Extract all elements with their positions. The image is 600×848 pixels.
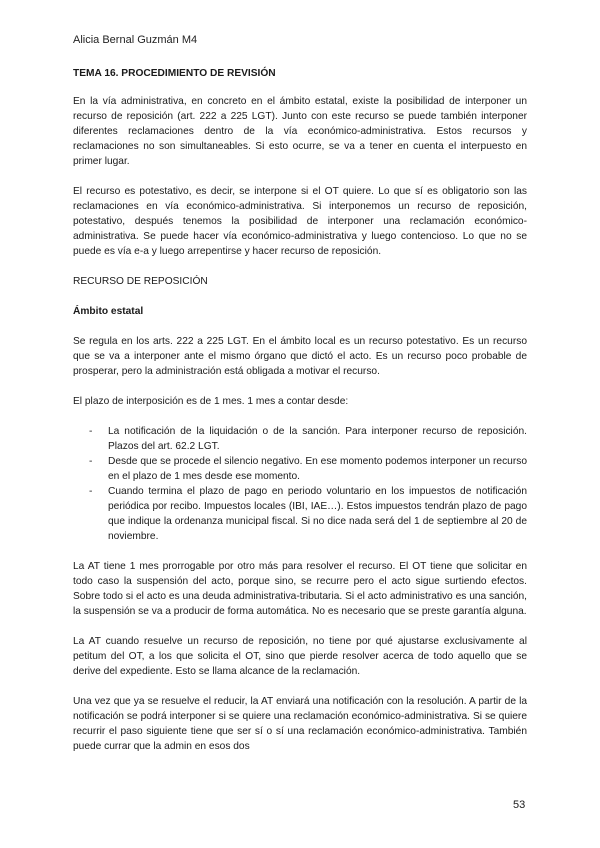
paragraph-2: El recurso es potestativo, es decir, se interpone si el OT quiere. Lo que sí es obligatorio son las reclamaciones en vía económico-administrativa. Si interponemos un recurso de reposición, potestativo, después tenemos la posibilidad de interponer una reclamación económico-administrativa. Se puede hacer vía económico-administrativa y luego contencioso. Lo que no se puede es vía e-a y luego arrepentirse y hacer recurso de reposición.	[73, 186, 527, 257]
page-content	[73, 66, 527, 769]
paragraph-3: Se regula en los arts. 222 a 225 LGT. En el ámbito local es un recurso potestativo. Es un recurso que se va a interponer ante el mismo órgano que dictó el acto. Es un recurso poco probable de prosperar, pero la administración está obligada a motivar el recurso.	[73, 336, 527, 377]
paragraph-5: La AT tiene 1 mes prorrogable por otro más para resolver el recurso. El OT tiene que solicitar en todo caso la suspensión del acto, porque sino, se recurre pero el acto sigue surtiendo efectos. Sobre todo si el acto es una deuda administrativa-tributaria. Si el acto administrativo es una sanción, la suspensión se va a producir de forma automática. No es necesario que se preste garantía alguna.	[73, 561, 527, 617]
page-header-author: Alicia Bernal Guzmán M4	[73, 34, 198, 46]
list-item: - Desde que se procede el silencio negativo. En ese momento podemos interponer un recurso en el plazo de 1 mes desde ese momento.	[108, 454, 527, 484]
section-heading: RECURSO DE REPOSICIÓN	[73, 276, 208, 287]
paragraph-7: Una vez que ya se resuelve el reducir, la AT enviará una notificación con la resolución. A partir de la notificación se podrá interponer si se quiere una reclamación económico-administrativa. Si se quiere recurrir el paso siguiente tiene que ser sí o sí una reclamación económico-administrativa. También puede currar que la admin en esos dos	[73, 696, 527, 752]
dash-list	[73, 424, 527, 544]
list-item: - La notificación de la liquidación o de la sanción. Para interponer recurso de reposición. Plazos del art. 62.2 LGT.	[108, 424, 527, 454]
page-number: 53	[513, 799, 526, 811]
paragraph-4: El plazo de interposición es de 1 mes. 1 mes a contar desde:	[73, 396, 349, 407]
subheading: Ámbito estatal	[73, 306, 144, 317]
list-item: - Cuando termina el plazo de pago en periodo voluntario en los impuestos de notificación periódica por recibo. Impuestos locales (IBI, IAE…). Estos impuestos tendrán plazo de pago que indique la ordenanza municipal fiscal. Si no dice nada será del 1 de septiembre al 20 de noviembre.	[108, 484, 527, 544]
paragraph-1: En la vía administrativa, en concreto en el ámbito estatal, existe la posibilidad de interponer un recurso de reposición (art. 222 a 225 LGT). Junto con este recurso se puede también interponer diferentes reclamaciones dentro de la vía económico-administrativa. Estos recursos y reclamaciones no son simultaneables. Si esto ocurre, se va a tener en cuenta el interpuesto en primer lugar.	[73, 96, 527, 167]
page-title: TEMA 16. PROCEDIMIENTO DE REVISIÓN	[73, 68, 276, 79]
paragraph-6: La AT cuando resuelve un recurso de reposición, no tiene por qué ajustarse exclusivamente al petitum del OT, a los que solicita el OT, sino que pierde resolver acerca de todo aquello que se derive del expediente. Esto se llama alcance de la reclamación.	[73, 636, 527, 677]
